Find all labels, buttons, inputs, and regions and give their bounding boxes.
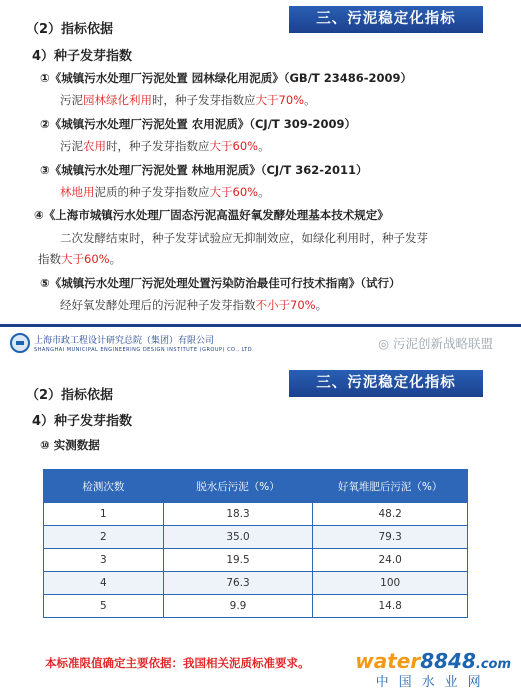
table-header-cell: 脱水后污泥（%）: [163, 470, 313, 503]
standard-requirement-4-line-2: 指数大于60%。: [38, 252, 122, 266]
standard-title-2: ②《城镇污水处理厂污泥处置 农用泥质》（CJ/T 309-2009）: [40, 117, 357, 131]
table-cell: 4: [44, 572, 164, 595]
table-row: [44, 572, 468, 595]
section-heading: （2）指标依据: [26, 22, 114, 37]
subsection-heading: 4）种子发芽指数: [32, 414, 133, 429]
table-cell: 1: [44, 503, 164, 526]
institute-name-en: SHANGHAI MUNICIPAL ENGINEERING DESIGN INSTITUTE (GROUP) CO., LTD.: [34, 347, 255, 353]
slide-2: [0, 362, 521, 699]
table-cell: 76.3: [163, 572, 313, 595]
table-cell: 100: [313, 572, 468, 595]
site-watermark: [355, 649, 511, 690]
table-row: [44, 595, 468, 618]
standard-title-4: ④《上海市城镇污水处理厂固态污泥高温好氧发酵处理基本技术规定》: [34, 208, 389, 222]
table-cell: 19.5: [163, 549, 313, 572]
standard-requirement-4-line-1: 二次发酵结束时，种子发芽试验应无抑制效应，如绿化利用时，种子发芽: [60, 231, 428, 245]
germination-data-table: [43, 469, 468, 618]
table-row: [44, 503, 468, 526]
footer-rule: [0, 324, 521, 327]
standard-title-3: ③《城镇污水处理厂污泥处置 林地用泥质》（CJ/T 362-2011）: [40, 163, 368, 177]
table-cell: 3: [44, 549, 164, 572]
table-header-row: [44, 470, 468, 503]
table-cell: 35.0: [163, 526, 313, 549]
table-row: [44, 526, 468, 549]
table-cell: 9.9: [163, 595, 313, 618]
measured-data-heading: ⑩ 实测数据: [40, 438, 100, 452]
table-row: [44, 549, 468, 572]
table-cell: 24.0: [313, 549, 468, 572]
site-watermark-cn: 中国水业网: [375, 675, 491, 690]
standard-requirement-5: 经好氧发酵处理后的污泥种子发芽指数不小于70%。: [60, 298, 328, 312]
subsection-heading: 4）种子发芽指数: [32, 49, 133, 64]
standard-requirement-3: 林地用泥质的种子发芽指数应大于60%。: [60, 185, 270, 199]
site-watermark-logo: water8848.com: [355, 649, 511, 673]
slide-banner: 三、污泥稳定化指标: [289, 370, 483, 397]
slide-banner: 三、污泥稳定化指标: [289, 6, 483, 33]
wechat-icon: ◎: [378, 336, 389, 351]
table-cell: 79.3: [313, 526, 468, 549]
slide-1: [0, 0, 521, 322]
table-header-cell: 好氧堆肥后污泥（%）: [313, 470, 468, 503]
section-heading: （2）指标依据: [26, 388, 114, 403]
standard-title-1: ①《城镇污水处理厂污泥处置 园林绿化用泥质》（GB/T 23486-2009）: [40, 71, 413, 85]
table-cell: 5: [44, 595, 164, 618]
table-cell: 14.8: [313, 595, 468, 618]
table-header-cell: 检测次数: [44, 470, 164, 503]
basis-note: 本标准限值确定主要依据：我国相关泥质标准要求。: [45, 656, 310, 670]
wechat-watermark: ◎ 污泥创新战略联盟: [378, 336, 493, 351]
standard-requirement-1: 污泥园林绿化利用时，种子发芽指数应大于70%。: [60, 93, 316, 107]
table-cell: 2: [44, 526, 164, 549]
standard-requirement-2: 污泥农用时，种子发芽指数应大于60%。: [60, 139, 270, 153]
institute-logo-icon: [10, 333, 30, 353]
institute-name: 上海市政工程设计研究总院（集团）有限公司: [34, 336, 215, 346]
table-cell: 18.3: [163, 503, 313, 526]
slide-footer: [0, 322, 521, 362]
standard-title-5: ⑤《城镇污水处理厂污泥处理处置污染防治最佳可行技术指南》（试行）: [40, 276, 401, 290]
table-cell: 48.2: [313, 503, 468, 526]
